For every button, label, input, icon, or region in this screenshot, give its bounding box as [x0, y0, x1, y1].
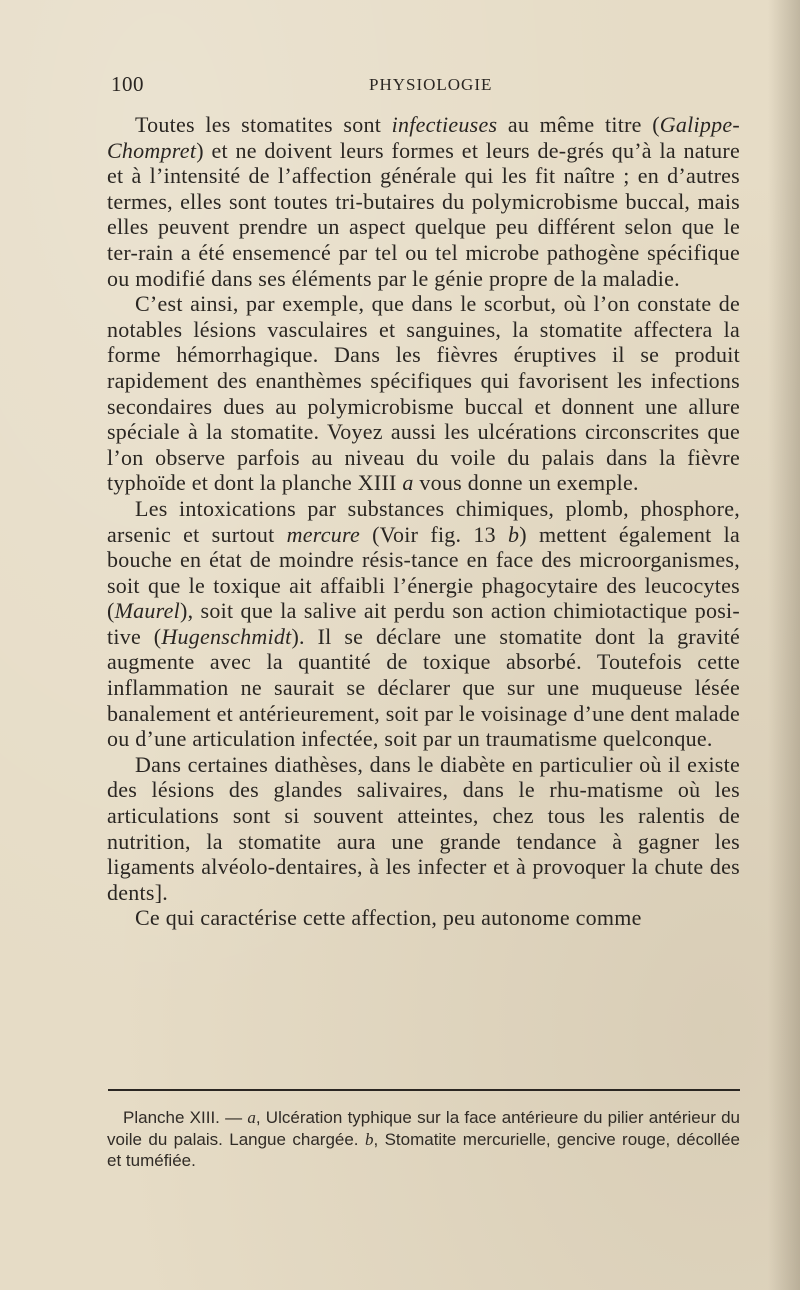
paragraph [107, 752, 740, 906]
paragraph-italic-run: Hugenschmidt [161, 623, 292, 649]
caption-italic-run: b [364, 1129, 374, 1149]
paragraph-italic-run: Maurel [114, 598, 181, 624]
body-text [107, 112, 740, 931]
page-number: 100 [111, 72, 144, 96]
paragraph-text-run: ) et ne doivent leurs formes et leurs de-grés qu’à la nature et à l’intensité de l’affection générale qui les fit naître ; en d’autres termes, elles sont toutes tri-butaires du polymicrobisme buccal, mais elles peuvent prendre un aspect quelque peu différent selon que le ter-rain a été ensemencé par tel ou tel microbe pathogène spécifique ou modifié dans ses éléments par le génie propre de la maladie. [107, 137, 740, 291]
paragraph-text-run: ). Il se déclare une stomatite dont la gravité augmente avec la quantité de toxique absorbé. Toutefois cette inflammation ne saurait se déclarer que sur une muqueuse lésée banalement et antérieurement, soit par le voisinage d’une dent malade ou d’une articulation infectée, soit par un traumatisme quelconque. [107, 623, 741, 752]
paragraph-text-run: Dans certaines diathèses, dans le diabète en particulier où il existe des lésions des glandes salivaires, dans le rhu-matisme où les articulations sont si souvent atteintes, chez tous les ralentis de nutrition, la stomatite aura une grande tendance à gagner les ligaments alvéolo-dentaires, à les infecter et à provoquer la chute des dents]. [107, 751, 740, 905]
paragraph-text-run: vous donne un exemple. [413, 470, 639, 496]
plate-caption [107, 1107, 740, 1172]
paragraph-italic-run: mercure [286, 521, 361, 547]
paragraph-italic-run: Galippe-Chompret [107, 112, 740, 163]
caption-text-run: , Stomatite mercurielle, gencive rouge, décollée et tuméfiée. [107, 1129, 740, 1171]
paragraph-text-run: Ce qui caractérise cette affection, peu autonome comme [135, 905, 642, 931]
paragraph-text-run: au même titre ( [497, 112, 660, 137]
caption-italic-run: a [247, 1108, 256, 1127]
paragraph-italic-run: b [508, 521, 520, 547]
paragraph [107, 112, 740, 291]
paragraph [107, 496, 740, 752]
paragraph-text-run: ) mettent également la bouche en état de moindre résis-tance en face des microorganismes, soit que le toxique ait affaibli l’énergie phagocytaire des leucocytes ( [107, 521, 740, 624]
paragraph-text-run: (Voir fig. 13 [360, 521, 509, 547]
caption-text-run: Planche XIII. — [123, 1108, 248, 1127]
paragraph-text-run: ), soit que la salive ait perdu son action chimiotactique posi-tive ( [107, 598, 740, 649]
paragraph [107, 291, 740, 496]
paragraph-text-run: C’est ainsi, par exemple, que dans le scorbut, où l’on constate de notables lésions vasculaires et sanguines, la stomatite affectera la forme hémorrhagique. Dans les fièvres éruptives il se produit rapidement des enanthèmes spécifiques qui favorisent les infections secondaires dues au polymicrobisme buccal et donnent une allure spéciale à la stomatite. Voyez aussi les ulcérations circonscrites que l’on observe parfois au niveau du voile du palais dans la fièvre typhoïde et dont la planche XIII [107, 291, 740, 496]
running-title: PHYSIOLOGIE [369, 75, 493, 94]
paragraph-text-run: Les intoxications par substances chimiques, plomb, phosphore, arsenic et surtout [107, 495, 740, 547]
paragraph-text-run: Toutes les stomatites sont [135, 112, 392, 137]
paragraph-italic-run: a [402, 470, 414, 496]
paragraph [107, 905, 740, 931]
page-header [111, 72, 751, 102]
caption-text-run: , Ulcération typhique sur la face antérieure du pilier antérieur du voile du palais. Langue chargée. [107, 1108, 740, 1149]
paragraph-italic-run: infectieuses [391, 112, 498, 137]
caption-divider [108, 1089, 740, 1091]
